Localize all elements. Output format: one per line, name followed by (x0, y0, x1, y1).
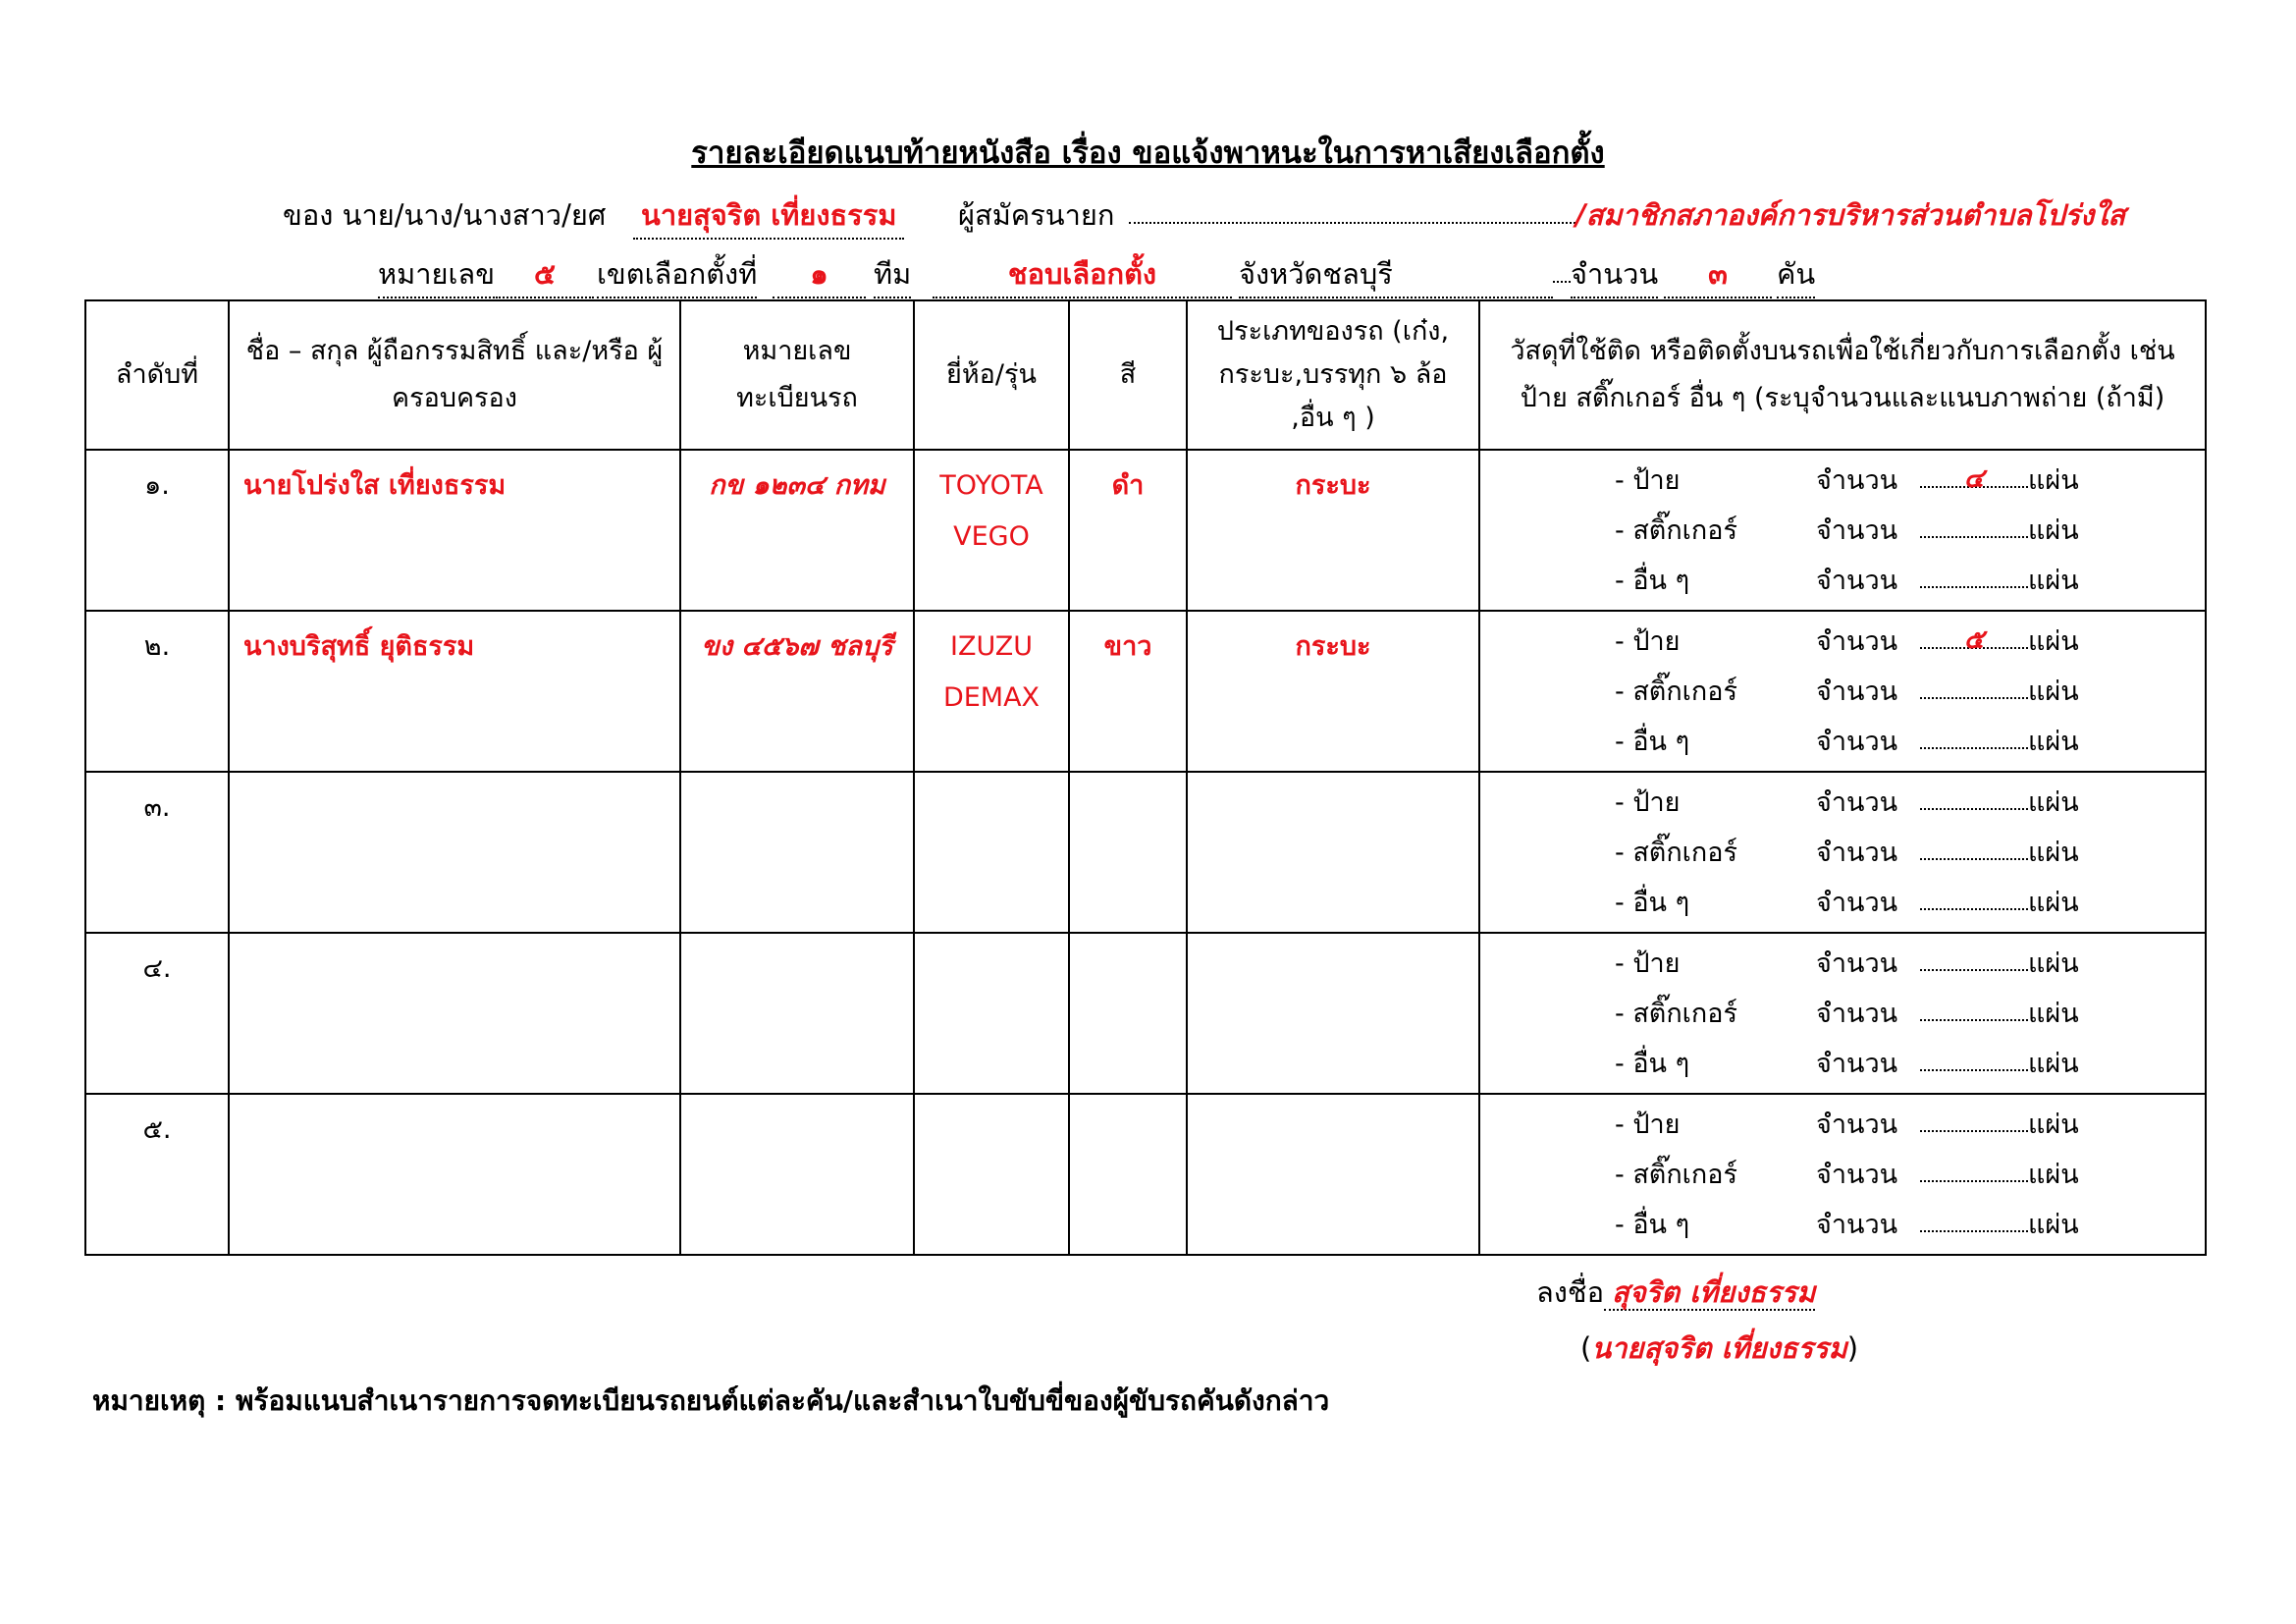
quantity-label: จำนวน (1816, 1160, 1898, 1190)
material-row (1480, 720, 2205, 770)
material-label: - สติ๊กเกอร์ (1615, 515, 1737, 546)
col-header-plate: หมายเลข ทะเบียนรถ (680, 300, 914, 450)
vehicle-type-cell: กระบะ (1187, 611, 1479, 772)
quantity-dotted-blank (1920, 586, 2028, 588)
vehicle-type-cell: กระบะ (1187, 450, 1479, 611)
district-label: เขตเลือกตั้งที่ (597, 251, 757, 298)
table-row (85, 933, 2206, 1094)
vehicle-table (84, 299, 2207, 1256)
quantity-dotted-blank (1920, 969, 2028, 971)
model-text: VEGO (953, 521, 1030, 552)
plate-cell: กข ๑๒๓๔ กทม (680, 450, 914, 611)
material-label: - สติ๊กเกอร์ (1615, 999, 1737, 1029)
district-value: ๑ (773, 251, 866, 298)
quantity-label: จำนวน (1816, 626, 1898, 657)
quantity-label: จำนวน (1816, 1049, 1898, 1079)
number-label: หมายเลข (378, 251, 495, 298)
material-row (1480, 1042, 2205, 1092)
team-label: ทีม (874, 251, 911, 298)
unit-label: แผ่น (2028, 888, 2079, 918)
row-number: ๕. (85, 1094, 229, 1255)
material-label: - ป้าย (1615, 948, 1681, 979)
quantity-dotted-blank (1920, 747, 2028, 749)
quantity-label: จำนวน (1816, 1210, 1898, 1240)
quantity-label: จำนวน (1816, 515, 1898, 546)
plate-cell (680, 933, 914, 1094)
material-row (1480, 992, 2205, 1042)
quantity-dotted-blank (1920, 858, 2028, 860)
table-row (85, 450, 2206, 611)
material-cell (1479, 450, 2206, 611)
material-row (1480, 559, 2205, 609)
quantity-value: ๕ (1963, 624, 1985, 655)
table-row (85, 611, 2206, 772)
brand-model-cell (914, 450, 1069, 611)
owner-prefix: ของ นาย/นาง/นางสาว/ยศ (283, 198, 607, 232)
unit-label: แผ่น (2028, 838, 2079, 868)
province-text: จังหวัดชลบุรี (1239, 251, 1553, 298)
unit-label: แผ่น (2028, 999, 2079, 1029)
material-label: - สติ๊กเกอร์ (1615, 1160, 1737, 1190)
number-value: ๕ (496, 251, 594, 298)
row-number: ๒. (85, 611, 229, 772)
owner-name-cell (229, 1094, 680, 1255)
table-header-row (85, 300, 2206, 450)
signature-line (1536, 1270, 1815, 1315)
material-row (1480, 831, 2205, 881)
owner-name-cell (229, 933, 680, 1094)
unit-label: แผ่น (2028, 1160, 2079, 1190)
model-text: DEMAX (942, 682, 1041, 713)
vehicle-type-cell (1187, 1094, 1479, 1255)
material-row (1480, 1203, 2205, 1253)
unit-label: แผ่น (2028, 465, 2079, 496)
quantity-label: จำนวน (1816, 888, 1898, 918)
unit-label: แผ่น (2028, 727, 2079, 757)
col-header-material: วัสดุที่ใช้ติด หรือติดตั้งบนรถเพื่อใช้เกี่ยวกับการเลือกตั้ง เช่น ป้าย สติ๊กเกอร์ อื่น ๆ (ระบุจำนวนและแนบภาพถ่าย (ถ้ามี) (1479, 300, 2206, 450)
owner-name-cell: นายโปร่งใส เที่ยงธรรม (229, 450, 680, 611)
quantity-dotted-blank (1920, 808, 2028, 810)
document-title: รายละเอียดแนบท้ายหนังสือ เรื่อง ขอแจ้งพาหนะในการหาเสียงเลือกตั้ง (691, 135, 1605, 171)
material-label: - ป้าย (1615, 787, 1681, 818)
material-row (1480, 1153, 2205, 1203)
col-header-color: สี (1069, 300, 1187, 450)
brand-text: IZUZU (949, 631, 1033, 662)
brand-model-cell (914, 1094, 1069, 1255)
quantity-dotted-blank (1920, 1180, 2028, 1182)
material-label: - ป้าย (1615, 465, 1681, 496)
material-label: - อื่น ๆ (1615, 888, 1690, 918)
unit-label: แผ่น (2028, 515, 2079, 546)
col-header-no: ลำดับที่ (85, 300, 229, 450)
material-label: - สติ๊กเกอร์ (1615, 677, 1737, 707)
owner-dotted-blank (1129, 192, 1575, 224)
material-cell (1479, 611, 2206, 772)
plate-cell: ขง ๔๕๖๗ ชลบุรี (680, 611, 914, 772)
brand-model-cell (914, 611, 1069, 772)
material-row (1480, 620, 2205, 670)
printed-name-line (1580, 1326, 1858, 1371)
table-row (85, 1094, 2206, 1255)
printed-name-open-paren: ( (1580, 1331, 1592, 1365)
province-dotted-blank (1553, 251, 1571, 283)
plate-cell (680, 1094, 914, 1255)
vehicle-type-cell (1187, 933, 1479, 1094)
printed-name: นายสุจริต เที่ยงธรรม (1591, 1331, 1847, 1365)
quantity-dotted-blank (1920, 1130, 2028, 1132)
count-unit: คัน (1777, 251, 1815, 298)
col-header-name: ชื่อ – สกุล ผู้ถือกรรมสิทธิ์ และ/หรือ ผู้ครอบครอง (229, 300, 680, 450)
remark-note: หมายเหตุ : พร้อมแนบสำเนารายการจดทะเบียนรถยนต์แต่ละคัน/และสำเนาใบขับขี่ของผู้ขับรถคันดังกล่าว (92, 1384, 1330, 1417)
color-cell (1069, 933, 1187, 1094)
quantity-dotted-blank (1920, 1069, 2028, 1071)
brand-text: TOYOTA (939, 470, 1043, 501)
material-row (1480, 670, 2205, 720)
material-row (1480, 459, 2205, 509)
quantity-label: จำนวน (1816, 948, 1898, 979)
brand-model-cell (914, 772, 1069, 933)
table-row (85, 772, 2206, 933)
row-number: ๓. (85, 772, 229, 933)
brand-model-cell (914, 933, 1069, 1094)
row-number: ๔. (85, 933, 229, 1094)
unit-label: แผ่น (2028, 948, 2079, 979)
owner-name-cell (229, 772, 680, 933)
quantity-dotted-blank (1920, 697, 2028, 699)
member-text: /สมาชิกสภาองค์การบริหารส่วนตำบลโปร่งใส (1575, 198, 2126, 232)
candidate-type: ผู้สมัครนายก (958, 198, 1115, 232)
quantity-label: จำนวน (1816, 677, 1898, 707)
owner-name: นายสุจริต เที่ยงธรรม (633, 192, 904, 240)
printed-name-close-paren: ) (1846, 1331, 1859, 1365)
unit-label: แผ่น (2028, 566, 2079, 596)
material-row (1480, 1103, 2205, 1153)
row-number: ๑. (85, 450, 229, 611)
material-cell (1479, 1094, 2206, 1255)
material-row (1480, 509, 2205, 559)
quantity-label: จำนวน (1816, 566, 1898, 596)
material-row (1480, 942, 2205, 992)
material-cell (1479, 772, 2206, 933)
material-cell (1479, 933, 2206, 1094)
signature-label: ลงชื่อ (1536, 1275, 1605, 1309)
material-label: - ป้าย (1615, 626, 1681, 657)
color-cell: ดำ (1069, 450, 1187, 611)
unit-label: แผ่น (2028, 1110, 2079, 1140)
quantity-label: จำนวน (1816, 787, 1898, 818)
color-cell (1069, 772, 1187, 933)
vehicle-type-cell (1187, 772, 1479, 933)
unit-label: แผ่น (2028, 1049, 2079, 1079)
count-label: จำนวน (1571, 251, 1658, 298)
unit-label: แผ่น (2028, 626, 2079, 657)
material-row (1480, 781, 2205, 831)
count-value: ๓ (1664, 251, 1772, 298)
team-value: ชอบเลือกตั้ง (933, 251, 1232, 298)
plate-cell (680, 772, 914, 933)
signature-name: สุจริต เที่ยงธรรม (1604, 1275, 1815, 1311)
owner-name-cell: นางบริสุทธิ์ ยุติธรรม (229, 611, 680, 772)
quantity-dotted-blank (1920, 536, 2028, 538)
quantity-label: จำนวน (1816, 999, 1898, 1029)
unit-label: แผ่น (2028, 1210, 2079, 1240)
material-label: - อื่น ๆ (1615, 1049, 1690, 1079)
material-label: - ป้าย (1615, 1110, 1681, 1140)
quantity-value: ๔ (1963, 463, 1985, 494)
material-label: - อื่น ๆ (1615, 1210, 1690, 1240)
color-cell: ขาว (1069, 611, 1187, 772)
color-cell (1069, 1094, 1187, 1255)
material-label: - อื่น ๆ (1615, 566, 1690, 596)
col-header-brand: ยี่ห้อ/รุ่น (914, 300, 1069, 450)
quantity-label: จำนวน (1816, 727, 1898, 757)
quantity-dotted-blank (1920, 1019, 2028, 1021)
material-label: - สติ๊กเกอร์ (1615, 838, 1737, 868)
material-row (1480, 881, 2205, 931)
quantity-label: จำนวน (1816, 465, 1898, 496)
material-label: - อื่น ๆ (1615, 727, 1690, 757)
col-header-type: ประเภทของรถ (เก๋ง, กระบะ,บรรทุก ๖ ล้อ ,อื่น ๆ ) (1187, 300, 1479, 450)
unit-label: แผ่น (2028, 787, 2079, 818)
quantity-label: จำนวน (1816, 838, 1898, 868)
quantity-label: จำนวน (1816, 1110, 1898, 1140)
quantity-dotted-blank (1920, 908, 2028, 910)
unit-label: แผ่น (2028, 677, 2079, 707)
quantity-dotted-blank (1920, 1230, 2028, 1232)
